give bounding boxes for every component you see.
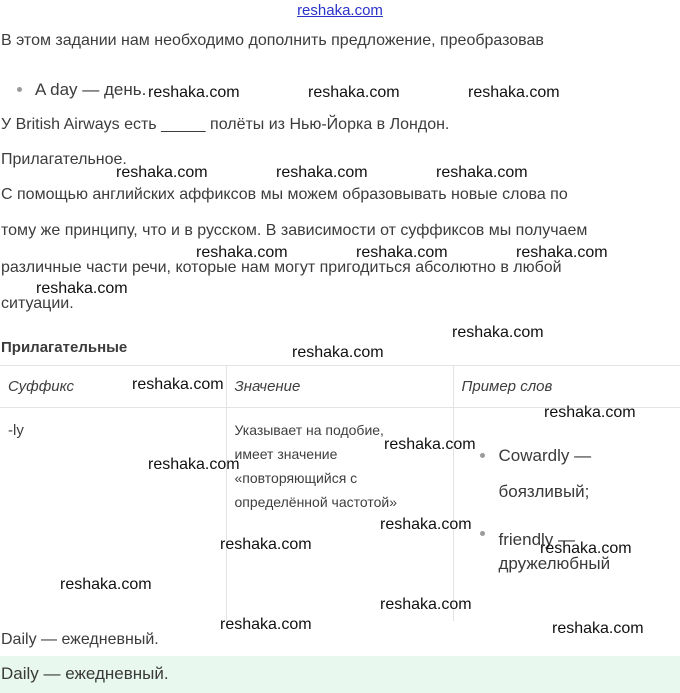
example-translation: боязливый; (498, 482, 590, 501)
table-header-cell (453, 366, 680, 408)
watermark: reshaka.com (384, 436, 476, 453)
explanation-line-1: С помощью английских аффиксов мы можем образовывать новые слова по (1, 186, 568, 203)
meaning-line: определённой частотой» (234, 494, 397, 510)
watermark: reshaka.com (220, 616, 312, 633)
explanation-line-2: тому же принципу, что и в русском. В зависимости от суффиксов мы получаем (1, 222, 588, 239)
watermark: reshaka.com (468, 84, 560, 101)
section-title: Прилагательные (1, 339, 128, 356)
explanation-line-4: ситуации. (1, 295, 74, 312)
watermark: reshaka.com (544, 404, 636, 421)
watermark: reshaka.com (540, 540, 632, 557)
list-item (499, 438, 680, 510)
watermark: reshaka.com (116, 164, 208, 181)
watermark: reshaka.com (436, 164, 528, 181)
meaning-text (227, 408, 453, 514)
watermark: reshaka.com (380, 516, 472, 533)
watermark: reshaka.com (196, 244, 288, 261)
header-meaning: Значение (234, 378, 301, 395)
watermark: reshaka.com (552, 620, 644, 637)
example-translation: дружелюбный (498, 554, 611, 573)
watermark: reshaka.com (36, 280, 128, 297)
meaning-line: Указывает на подобие, (234, 422, 384, 438)
header-examples: Пример слов (461, 378, 553, 395)
watermark: reshaka.com (380, 596, 472, 613)
examples-cell (453, 408, 680, 622)
watermark: reshaka.com (356, 244, 448, 261)
watermark: reshaka.com (60, 576, 152, 593)
watermark: reshaka.com (148, 456, 240, 473)
watermark: reshaka.com (292, 344, 384, 361)
task-sentence: У British Airways есть _____ полёты из Нью-Йорка в Лондон. (1, 116, 450, 133)
bullet-dot-icon (480, 453, 485, 458)
meaning-line: «повторяющийся с (234, 470, 358, 486)
watermark: reshaka.com (220, 536, 312, 553)
intro-text: В этом задании нам необходимо дополнить предложение, преобразовав (1, 32, 544, 49)
suffix-value: -ly (8, 422, 24, 439)
table-header-cell (226, 366, 453, 408)
watermark: reshaka.com (516, 244, 608, 261)
bullet-dot-icon (480, 531, 485, 536)
watermark: reshaka.com (276, 164, 368, 181)
table-header-row (0, 366, 680, 408)
bullet-dot-icon (17, 87, 22, 92)
intro-bullet: A day — день. (35, 80, 147, 99)
watermark: reshaka.com (132, 376, 224, 393)
meaning-line: имеет значение (234, 446, 338, 462)
watermark: reshaka.com (308, 84, 400, 101)
site-link[interactable]: reshaka.com (297, 2, 383, 19)
answer-text: Daily — ежедневный. (1, 664, 169, 683)
explanation-line-3: различные части речи, которые нам могут пригодиться абсолютно в любой (1, 259, 562, 276)
example-word: Cowardly — (498, 446, 592, 465)
example-word: friendly — (498, 530, 576, 549)
part-of-speech: Прилагательное. (1, 151, 127, 168)
watermark: reshaka.com (452, 324, 544, 341)
watermark: reshaka.com (148, 84, 240, 101)
header-suffix: Суффикс (8, 378, 74, 395)
result-line: Daily — ежедневный. (1, 631, 159, 648)
